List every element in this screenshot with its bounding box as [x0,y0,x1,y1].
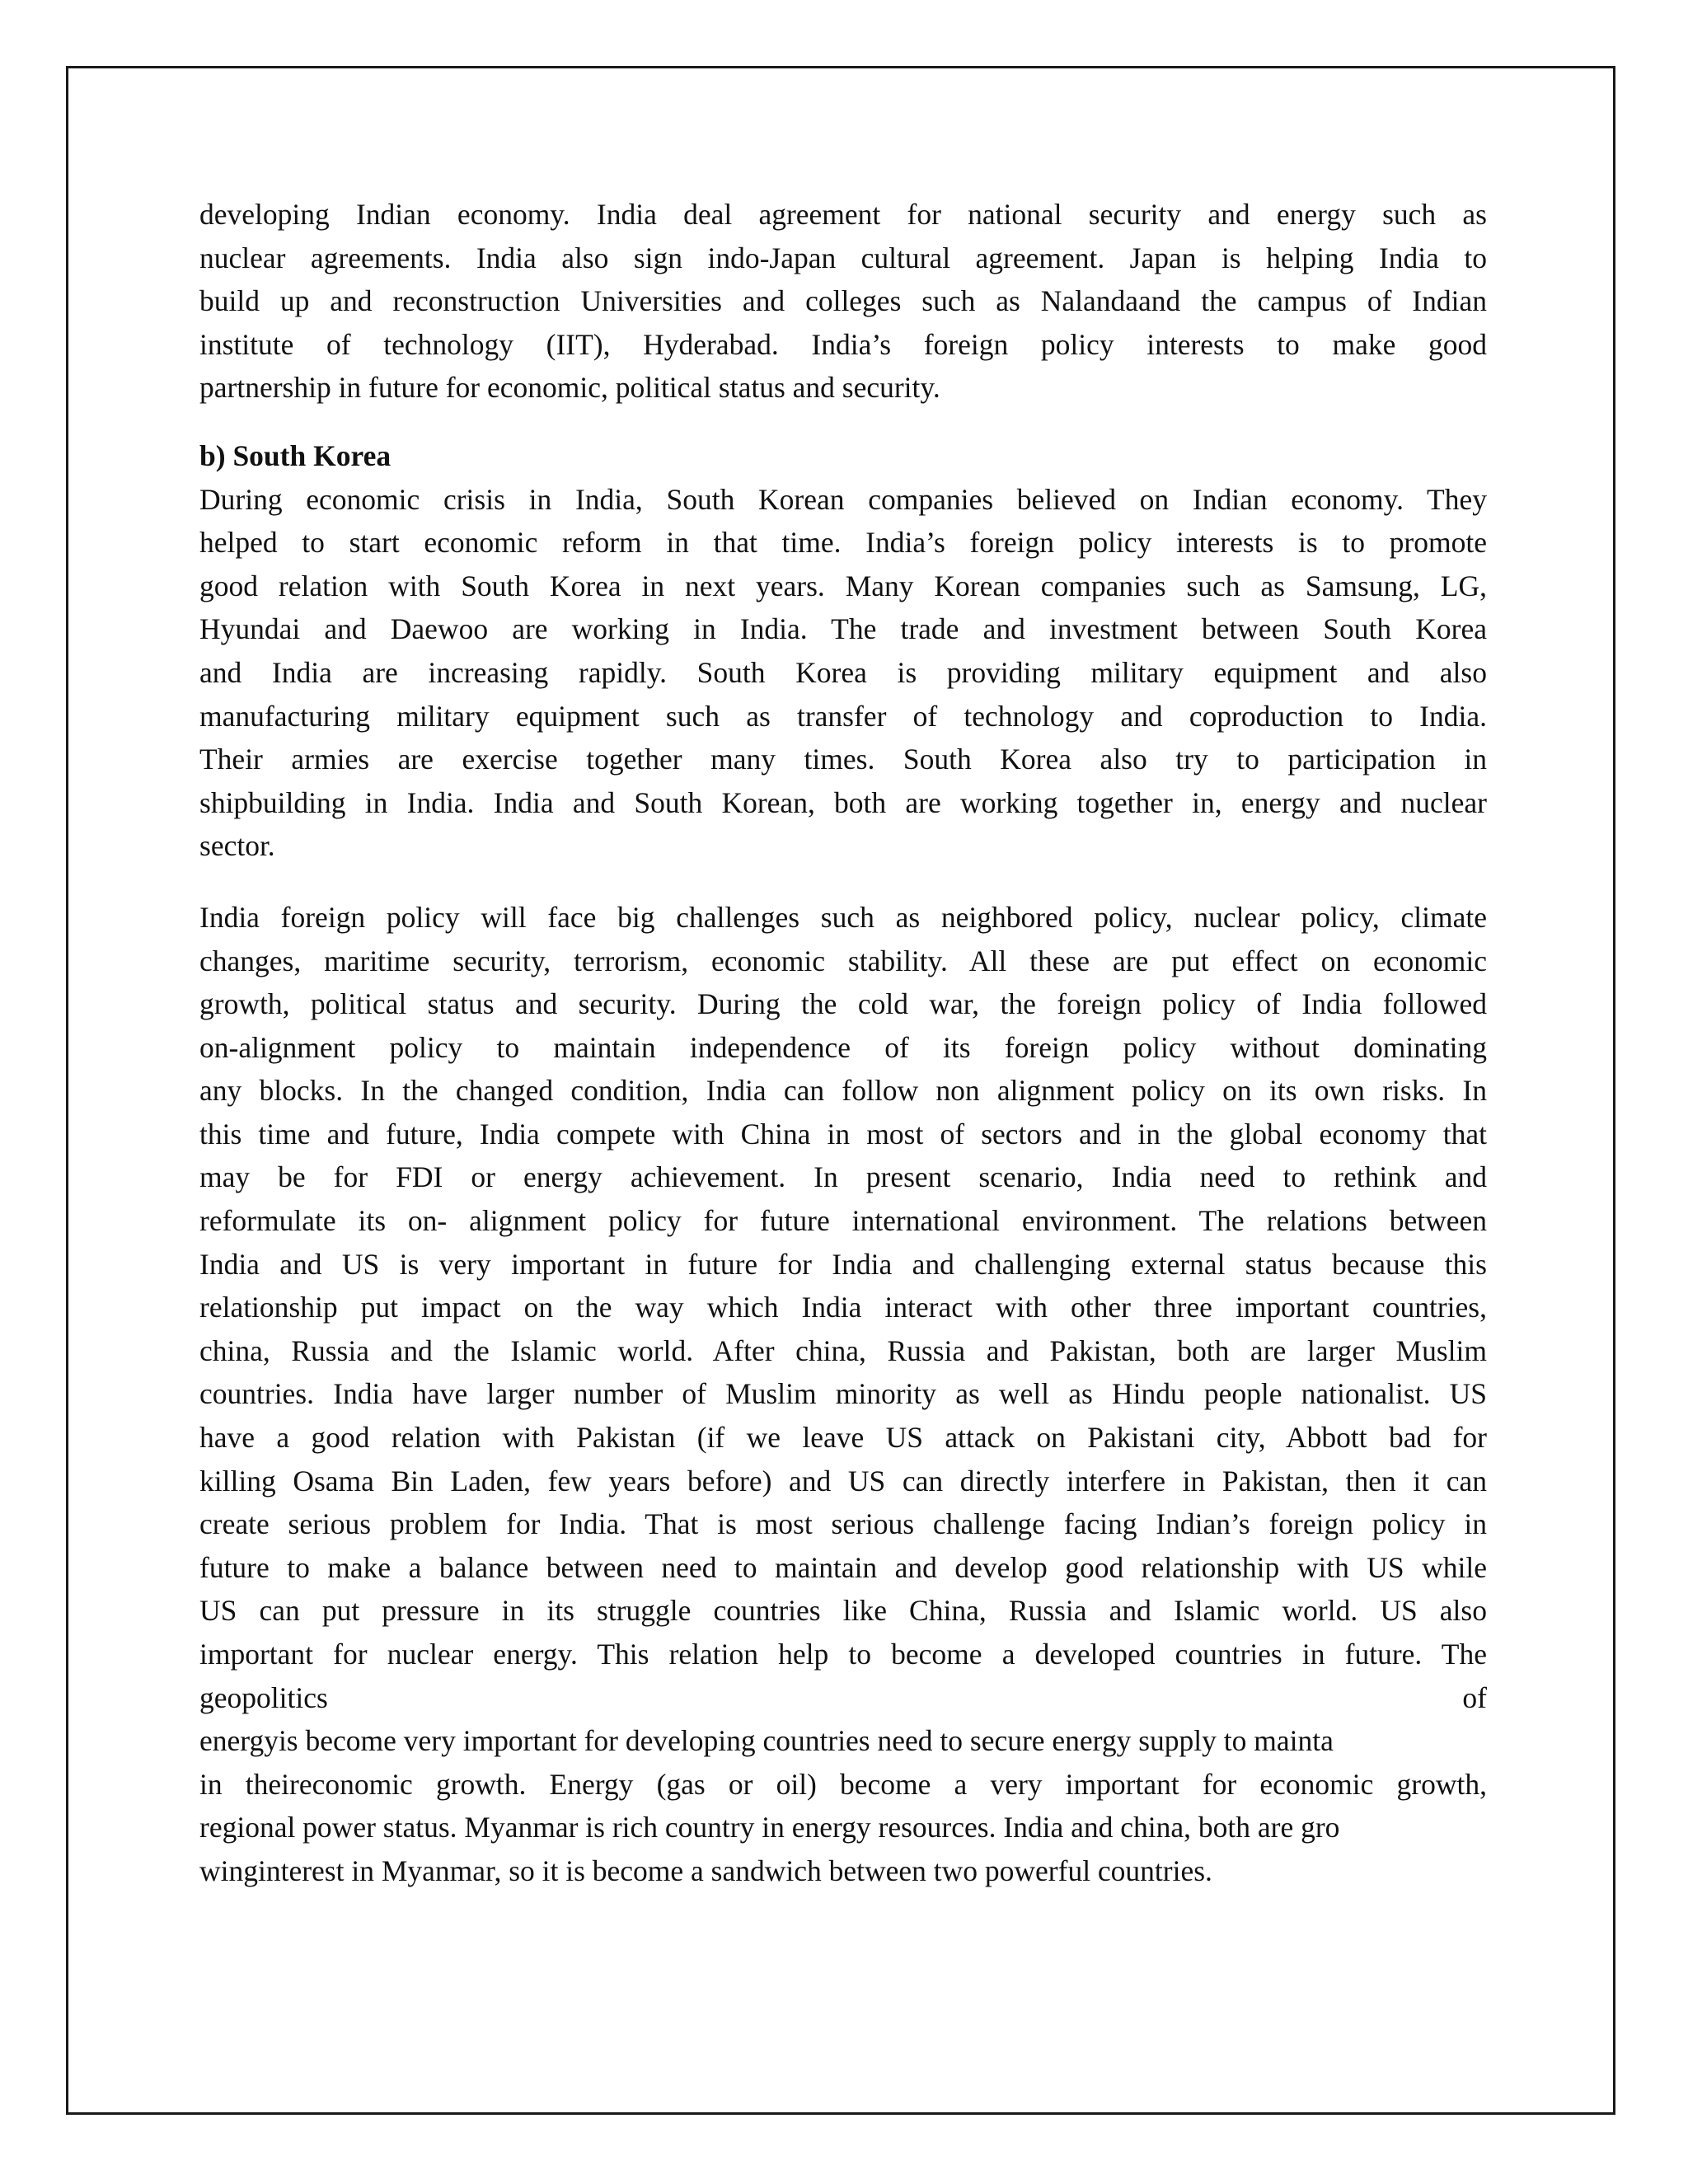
text-line: china, Russia and the Islamic world. After china, Russia and Pakistan, both are larger Muslim [199,1333,1487,1367]
text-line: and India are increasing rapidly. South Korea is providing military equipment and also [199,655,1487,689]
text-line: reformulate its on- alignment policy for future international environment. The relations between [199,1204,1487,1238]
text-line: partnership in future for economic, political status and security. [199,371,940,405]
text-line: relationship put impact on the way which India interact with other three important countries, [199,1291,1487,1324]
paragraph-gap [199,868,1487,896]
south-korea-paragraph [199,478,1487,868]
text-line: regional power status. Myanmar is rich country in energy resources. India and china, both are gro [199,1811,1340,1844]
text-line: any blocks. In the changed condition, India can follow non alignment policy on its own risks. In [199,1074,1487,1108]
text-line: winginterest in Myanmar, so it is become a sandwich between two powerful countries. [199,1854,1212,1887]
text-line: During economic crisis in India, South Korean companies believed on Indian economy. They [199,482,1487,516]
text-line: institute of technology (IIT), Hyderabad. India’s foreign policy interests to make good [199,327,1487,361]
text-line: geopolitics of [199,1680,1487,1714]
text-line: manufacturing military equipment such as transfer of technology and coproduction to India. [199,699,1487,733]
text-line: developing Indian economy. India deal agreement for national security and energy such as [199,198,1487,231]
document-body [199,193,1487,1893]
text-line: nuclear agreements. India also sign indo-Japan cultural agreement. Japan is helping India to [199,241,1487,274]
challenges-paragraph [199,896,1487,1893]
text-line: create serious problem for India. That is most serious challenge facing Indian’s foreign policy in [199,1507,1487,1541]
text-line: build up and reconstruction Universities and colleges such as Nalandaand the campus of Indian [199,284,1487,318]
text-line: may be for FDI or energy achievement. In present scenario, India need to rethink and [199,1160,1487,1194]
section-heading: b) South Korea [199,438,392,472]
intro-paragraph [199,193,1487,410]
text-line: sector. [199,829,275,863]
text-line: have a good relation with Pakistan (if we leave US attack on Pakistani city, Abbott bad for [199,1421,1487,1455]
text-line: India and US is very important in future for India and challenging external status because this [199,1247,1487,1281]
text-line: US can put pressure in its struggle countries like China, Russia and Islamic world. US also [199,1594,1487,1628]
text-line: Hyundai and Daewoo are working in India. The trade and investment between South Korea [199,612,1487,646]
text-line: good relation with South Korea in next years. Many Korean companies such as Samsung, LG, [199,569,1487,602]
text-line: this time and future, India compete with China in most of sectors and in the global economy that [199,1117,1487,1151]
text-line: important for nuclear energy. This relation help to become a developed countries in future. The [199,1638,1487,1671]
text-line: energyis become very important for developing countries need to secure energy supply to mainta [199,1724,1334,1758]
text-line: helped to start economic reform in that time. India’s foreign policy interests is to promote [199,526,1487,560]
text-line: killing Osama Bin Laden, few years before) and US can directly interfere in Pakistan, then it can [199,1464,1487,1497]
text-line: in theireconomic growth. Energy (gas or oil) become a very important for economic growth, [199,1767,1487,1801]
text-line: shipbuilding in India. India and South Korean, both are working together in, energy and nuclear [199,785,1487,819]
text-line: growth, political status and security. During the cold war, the foreign policy of India followed [199,987,1487,1021]
text-line: Their armies are exercise together many times. South Korea also try to participation in [199,743,1487,776]
text-line: India foreign policy will face big challenges such as neighbored policy, nuclear policy, climate [199,900,1487,934]
text-line: changes, maritime security, terrorism, economic stability. All these are put effect on economic [199,944,1487,977]
text-line: on-alignment policy to maintain independence of its foreign policy without dominating [199,1030,1487,1064]
text-line: future to make a balance between need to maintain and develop good relationship with US while [199,1550,1487,1584]
text-line: countries. India have larger number of Muslim minority as well as Hindu people nationalist. US [199,1377,1487,1411]
